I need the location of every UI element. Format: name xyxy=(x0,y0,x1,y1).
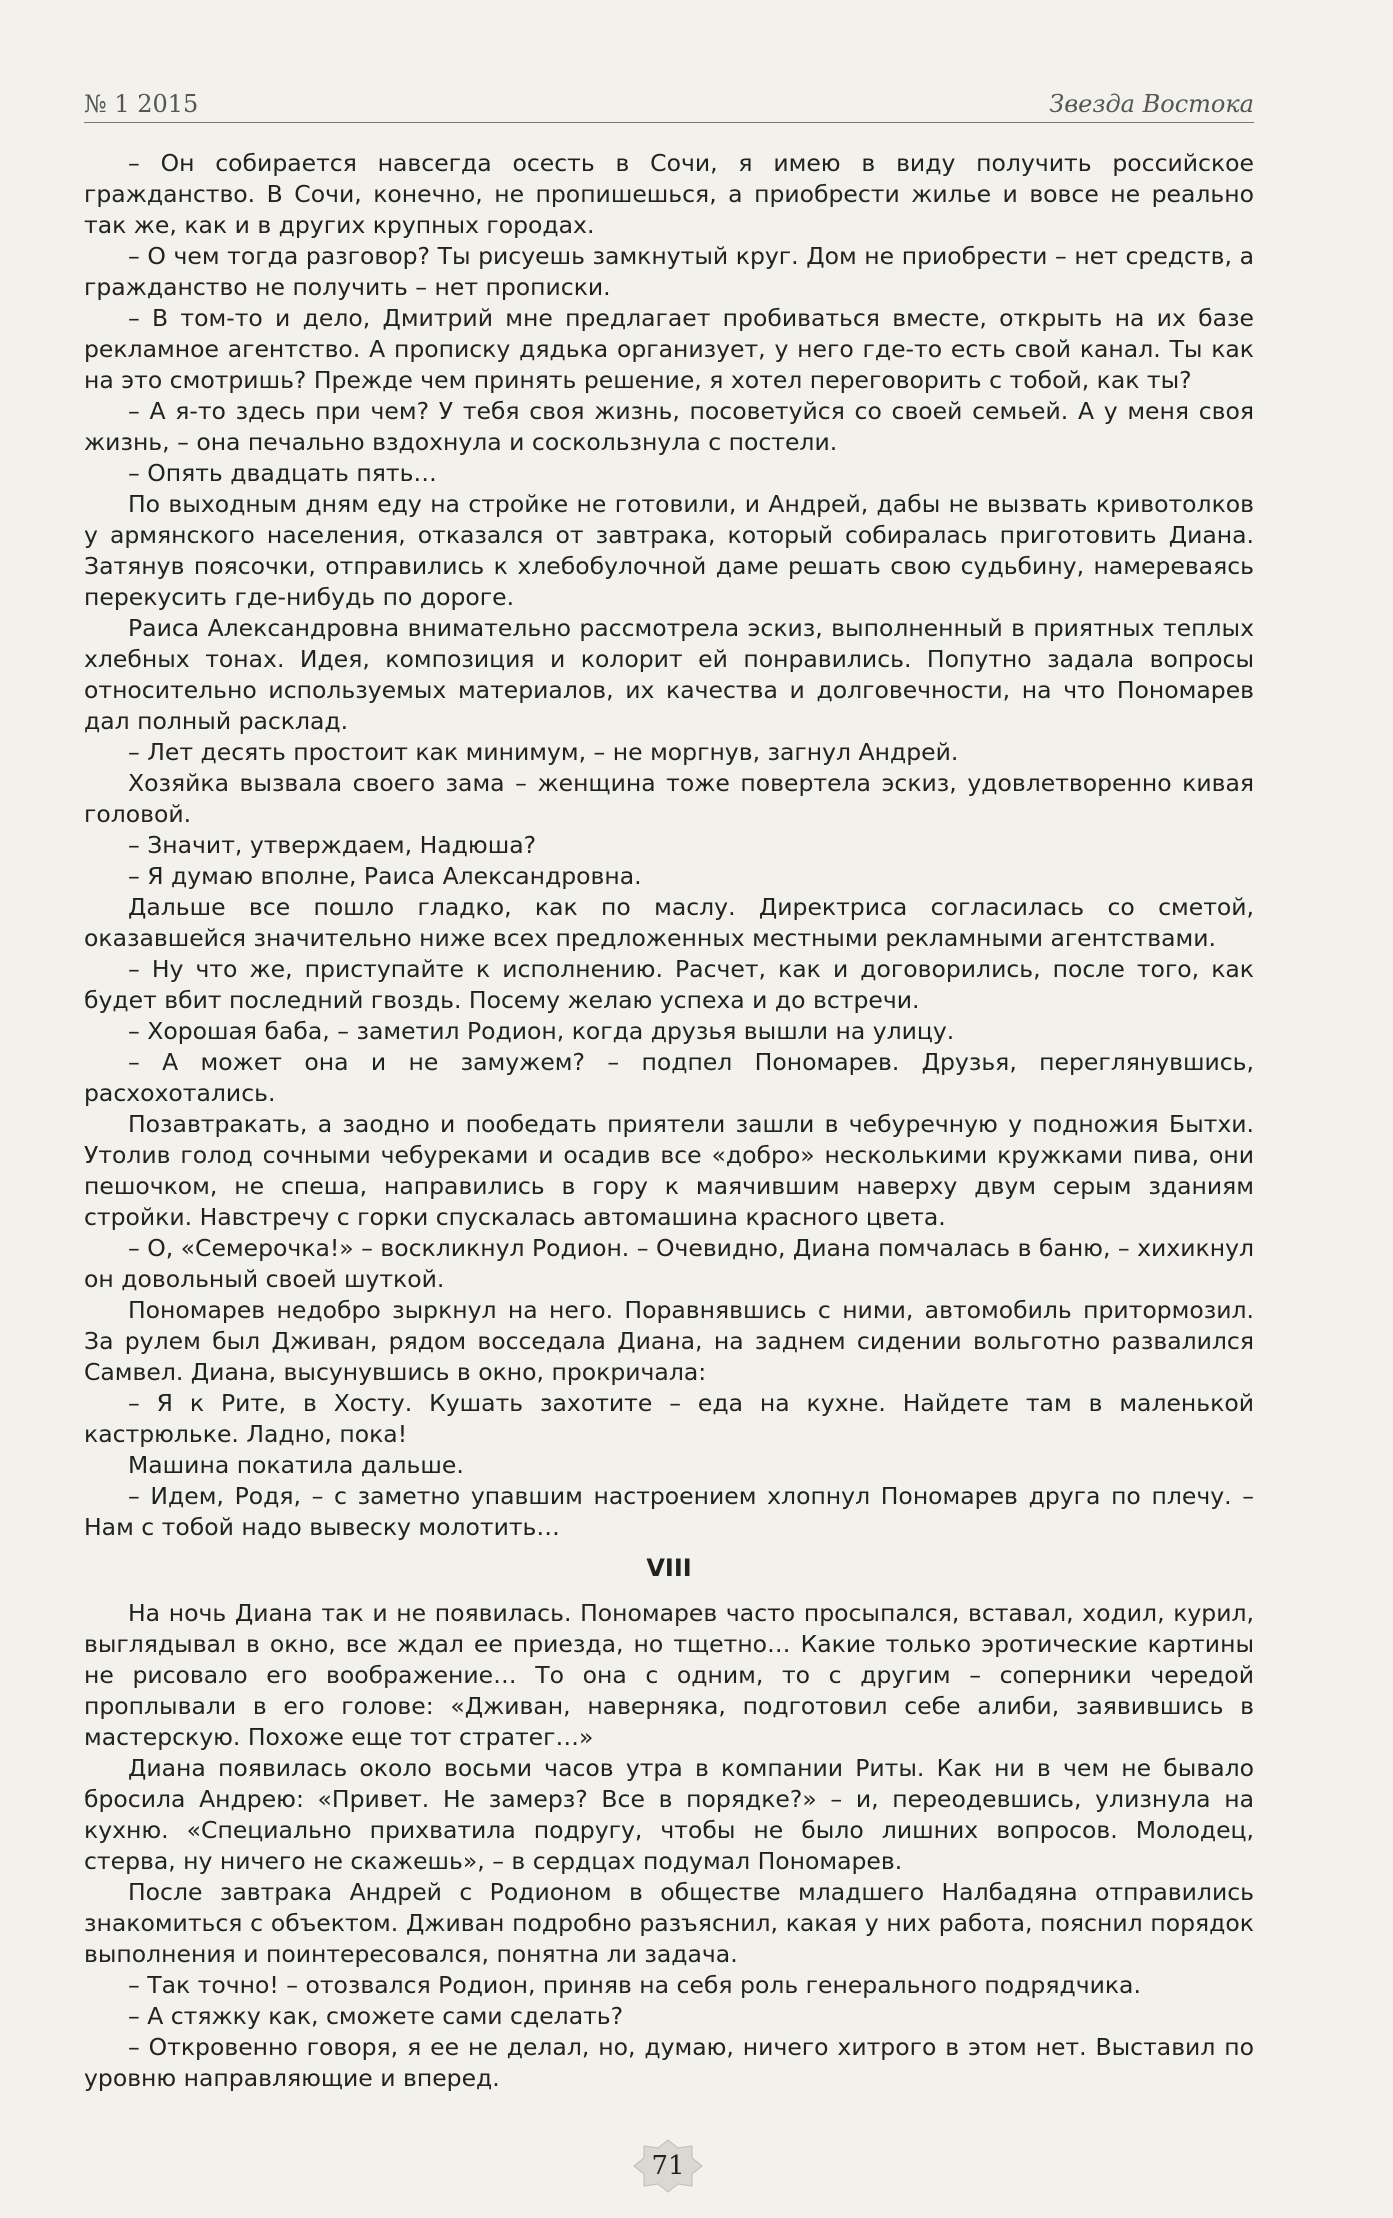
paragraph: На ночь Диана так и не появилась. Пономарев часто просыпался, вставал, ходил, курил, выглядывал в окно, все ждал ее приезда, но тщетно… Какие только эротические картины не рисовало его воображение… То она с одним, то с другим – соперники чередой проплывали в его голове: «Дживан, наверняка, подготовил себе алиби, заявившись в мастерскую. Похоже еще тот стратег…» xyxy=(84,1599,1254,1751)
paragraph: – А может она и не замужем? – подпел Пономарев. Друзья, переглянувшись, расхохотались. xyxy=(84,1048,1254,1107)
journal-title: Звезда Востока xyxy=(1049,90,1254,118)
paragraph: – Я думаю вполне, Раиса Александровна. xyxy=(128,862,642,890)
paragraph: Машина покатила дальше. xyxy=(128,1451,464,1479)
paragraph: – Ну что же, приступайте к исполнению. Расчет, как и договорились, после того, как будет вбит последний гвоздь. Посему желаю успеха и до встречи. xyxy=(84,955,1254,1014)
paragraph: – О чем тогда разговор? Ты рисуешь замкнутый круг. Дом не приобрести – нет средств, а гражданство не получить – нет прописки. xyxy=(84,242,1254,301)
issue-label: № 1 2015 xyxy=(84,90,199,118)
paragraph: Раиса Александровна внимательно рассмотрела эскиз, выполненный в приятных теплых хлебных тонах. Идея, композиция и колорит ей понравились. Попутно задала вопросы относительно используемых материалов, их качества и долговечности, на что Пономарев дал полный расклад. xyxy=(84,614,1254,735)
paragraph: – Откровенно говоря, я ее не делал, но, думаю, ничего хитрого в этом нет. Выставил по уровню направляющие и вперед. xyxy=(84,2033,1254,2092)
paragraph: После завтрака Андрей с Родионом в обществе младшего Налбадяна отправились знакомиться с объектом. Дживан подробно разъяснил, какая у них работа, пояснил порядок выполнения и поинтересовался, понятна ли задача. xyxy=(84,1878,1254,1968)
paragraph: – Хорошая баба, – заметил Родион, когда друзья вышли на улицу. xyxy=(128,1017,955,1045)
page-number-label: 71 xyxy=(651,2151,685,2181)
paragraph: Пономарев недобро зыркнул на него. Поравнявшись с ними, автомобиль притормозил. За рулем был Дживан, рядом восседала Диана, на заднем сидении вольготно развалился Самвел. Диана, высунувшись в окно, прокричала: xyxy=(84,1296,1254,1386)
page-number xyxy=(632,2138,704,2194)
chapter-heading: VIII xyxy=(646,1554,692,1582)
paragraph: – Он собирается навсегда осесть в Сочи, я имею в виду получить российское гражданство. В Сочи, конечно, не пропишешься, а приобрести жилье и вовсе не реально так же, как и в других крупных городах. xyxy=(84,149,1254,239)
paragraph: – В том-то и дело, Дмитрий мне предлагает пробиваться вместе, открыть на их базе рекламное агентство. А прописку дядька организует, у него где-то есть свой канал. Ты как на это смотришь? Прежде чем принять решение, я хотел переговорить с тобой, как ты? xyxy=(84,304,1254,394)
paragraph: – Опять двадцать пять… xyxy=(128,459,437,487)
paragraph: – Идем, Родя, – с заметно упавшим настроением хлопнул Пономарев друга по плечу. – Нам с тобой надо вывеску молотить… xyxy=(84,1482,1254,1541)
paragraph: – Лет десять простоит как минимум, – не моргнув, загнул Андрей. xyxy=(128,738,959,766)
paragraph: Диана появилась около восьми часов утра в компании Риты. Как ни в чем не бывало бросила Андрею: «Привет. Не замерз? Все в порядке?» – и, переодевшись, улизнула на кухню. «Специально прихватила подругу, чтобы не было лишних вопросов. Молодец, стерва, ну ничего не скажешь», – в сердцах подумал Пономарев. xyxy=(84,1754,1254,1875)
paragraph: – Так точно! – отозвался Родион, приняв на себя роль генерального подрядчика. xyxy=(128,1971,1141,1999)
paragraph: – А стяжку как, сможете сами сделать? xyxy=(128,2002,624,2030)
paragraph: – Значит, утверждаем, Надюша? xyxy=(128,831,537,859)
paragraph: – Я к Рите, в Хосту. Кушать захотите – еда на кухне. Найдете там в маленькой кастрюльке. Ладно, пока! xyxy=(84,1389,1254,1448)
paragraph: Хозяйка вызвала своего зама – женщина тоже повертела эскиз, удовлетворенно кивая головой. xyxy=(84,769,1254,828)
paragraph: – О, «Семерочка!» – воскликнул Родион. – Очевидно, Диана помчалась в баню, – хихикнул он довольный своей шуткой. xyxy=(84,1234,1254,1293)
body-text xyxy=(84,148,1254,2094)
running-header xyxy=(84,78,1254,123)
paragraph: По выходным дням еду на стройке не готовили, и Андрей, дабы не вызвать кривотолков у армянского населения, отказался от завтрака, который собиралась приготовить Диана. Затянув поясочки, отправились к хлебобулочной даме решать свою судьбину, намереваясь перекусить где-нибудь по дороге. xyxy=(84,490,1254,611)
paragraph: Дальше все пошло гладко, как по маслу. Директриса согласилась со сметой, оказавшейся значительно ниже всех предложенных местными рекламными агентствами. xyxy=(84,893,1254,952)
paragraph: Позавтракать, а заодно и пообедать приятели зашли в чебуречную у подножия Бытхи. Утолив голод сочными чебуреками и осадив все «добро» несколькими кружками пива, они пешочком, не спеша, направились в гору к маячившим наверху двум серым зданиям стройки. Навстречу с горки спускалась автомашина красного цвета. xyxy=(84,1110,1254,1231)
paragraph: – А я-то здесь при чем? У тебя своя жизнь, посоветуйся со своей семьей. А у меня своя жизнь, – она печально вздохнула и соскользнула с постели. xyxy=(84,397,1254,456)
